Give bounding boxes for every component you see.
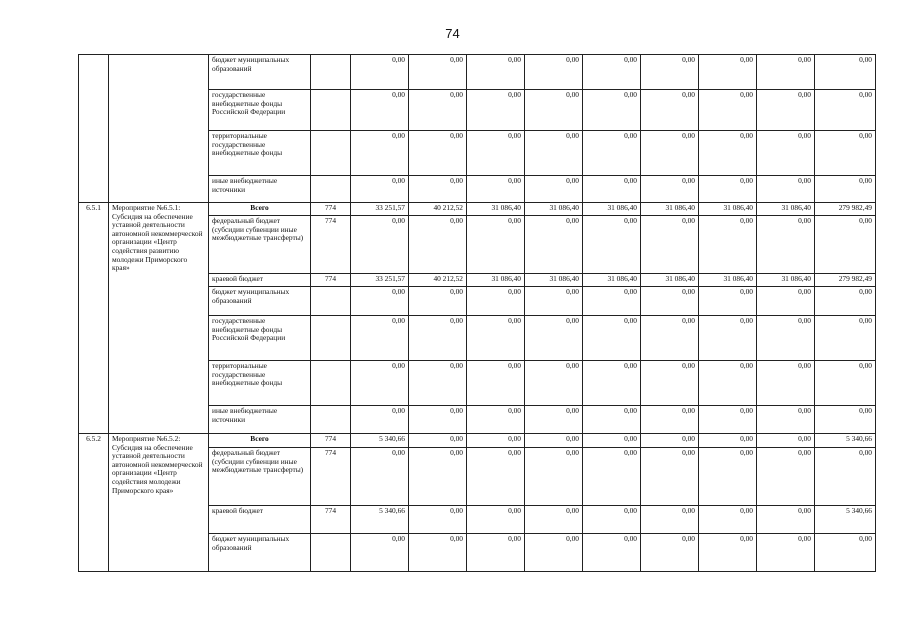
funding-source: территориальные государственные внебюджетные фонды <box>209 131 311 176</box>
amount-cell: 0,00 <box>699 216 757 274</box>
amount-cell: 5 340,66 <box>351 434 409 448</box>
funding-source: государственные внебюджетные фонды Российской Федерации <box>209 316 311 361</box>
amount-cell: 0,00 <box>467 316 525 361</box>
amount-cell: 0,00 <box>409 55 467 90</box>
table-row <box>79 203 876 216</box>
amount-cell: 0,00 <box>525 434 583 448</box>
budget-code <box>311 406 351 434</box>
amount-cell: 0,00 <box>815 448 876 506</box>
amount-cell: 0,00 <box>583 55 641 90</box>
amount-cell: 0,00 <box>699 361 757 406</box>
amount-cell: 0,00 <box>351 316 409 361</box>
amount-cell: 0,00 <box>699 55 757 90</box>
amount-cell: 0,00 <box>467 448 525 506</box>
funding-source: иные внебюджетные источники <box>209 406 311 434</box>
amount-cell: 0,00 <box>583 534 641 572</box>
amount-cell: 0,00 <box>409 506 467 534</box>
amount-cell: 0,00 <box>525 506 583 534</box>
budget-code <box>311 90 351 131</box>
amount-cell: 0,00 <box>699 287 757 316</box>
amount-cell: 0,00 <box>641 506 699 534</box>
amount-cell: 0,00 <box>583 287 641 316</box>
amount-cell: 33 251,57 <box>351 203 409 216</box>
amount-cell: 0,00 <box>815 406 876 434</box>
funding-source: краевой бюджет <box>209 274 311 287</box>
funding-source: бюджет муниципальных образований <box>209 534 311 572</box>
table-row <box>79 434 876 448</box>
amount-cell: 5 340,66 <box>815 434 876 448</box>
amount-cell: 279 982,49 <box>815 203 876 216</box>
amount-cell: 0,00 <box>409 434 467 448</box>
amount-cell: 0,00 <box>351 534 409 572</box>
amount-cell: 0,00 <box>641 316 699 361</box>
amount-cell: 0,00 <box>525 176 583 203</box>
amount-cell: 0,00 <box>699 131 757 176</box>
amount-cell: 0,00 <box>641 55 699 90</box>
funding-source: территориальные государственные внебюджетные фонды <box>209 361 311 406</box>
amount-cell: 0,00 <box>467 176 525 203</box>
amount-cell: 0,00 <box>757 90 815 131</box>
funding-source: Всего <box>209 203 311 216</box>
amount-cell: 0,00 <box>583 406 641 434</box>
amount-cell: 0,00 <box>757 316 815 361</box>
section-name: Мероприятие №6.5.2: Субсидия на обеспечение уставной деятельности автономной некоммерческой организации «Центр содействия молодежи Приморского края» <box>109 434 209 572</box>
amount-cell: 0,00 <box>525 131 583 176</box>
section-id: 6.5.1 <box>79 203 109 434</box>
amount-cell: 0,00 <box>351 216 409 274</box>
amount-cell: 0,00 <box>409 448 467 506</box>
amount-cell: 0,00 <box>757 287 815 316</box>
table-body <box>79 55 876 572</box>
section-id <box>79 55 109 203</box>
budget-code <box>311 176 351 203</box>
amount-cell: 0,00 <box>641 448 699 506</box>
amount-cell: 31 086,40 <box>757 203 815 216</box>
amount-cell: 0,00 <box>583 316 641 361</box>
amount-cell: 0,00 <box>641 361 699 406</box>
amount-cell: 0,00 <box>467 287 525 316</box>
section-id: 6.5.2 <box>79 434 109 572</box>
amount-cell: 0,00 <box>641 534 699 572</box>
budget-code: 774 <box>311 216 351 274</box>
amount-cell: 0,00 <box>583 448 641 506</box>
amount-cell: 0,00 <box>699 316 757 361</box>
amount-cell: 0,00 <box>409 287 467 316</box>
amount-cell: 0,00 <box>409 361 467 406</box>
amount-cell: 0,00 <box>351 176 409 203</box>
amount-cell: 33 251,57 <box>351 274 409 287</box>
budget-code <box>311 534 351 572</box>
amount-cell: 0,00 <box>699 534 757 572</box>
funding-source: бюджет муниципальных образований <box>209 55 311 90</box>
amount-cell: 31 086,40 <box>641 203 699 216</box>
amount-cell: 0,00 <box>699 406 757 434</box>
amount-cell: 31 086,40 <box>757 274 815 287</box>
amount-cell: 40 212,52 <box>409 274 467 287</box>
amount-cell: 0,00 <box>757 434 815 448</box>
amount-cell: 0,00 <box>525 406 583 434</box>
funding-source: федеральный бюджет (субсидии субвенции иные межбюджетные трансферты) <box>209 448 311 506</box>
amount-cell: 0,00 <box>525 216 583 274</box>
amount-cell: 0,00 <box>699 506 757 534</box>
budget-code <box>311 361 351 406</box>
amount-cell: 0,00 <box>815 361 876 406</box>
amount-cell: 31 086,40 <box>641 274 699 287</box>
amount-cell: 0,00 <box>583 506 641 534</box>
amount-cell: 0,00 <box>583 90 641 131</box>
budget-code <box>311 316 351 361</box>
budget-code <box>311 131 351 176</box>
amount-cell: 0,00 <box>351 287 409 316</box>
amount-cell: 40 212,52 <box>409 203 467 216</box>
budget-code: 774 <box>311 203 351 216</box>
amount-cell: 0,00 <box>525 534 583 572</box>
amount-cell: 0,00 <box>757 361 815 406</box>
amount-cell: 0,00 <box>525 361 583 406</box>
table-row <box>79 55 876 90</box>
amount-cell: 0,00 <box>583 216 641 274</box>
amount-cell: 31 086,40 <box>467 274 525 287</box>
funding-source: бюджет муниципальных образований <box>209 287 311 316</box>
amount-cell: 0,00 <box>525 90 583 131</box>
amount-cell: 0,00 <box>467 534 525 572</box>
funding-source: Всего <box>209 434 311 448</box>
page-number: 74 <box>445 26 460 41</box>
amount-cell: 0,00 <box>815 216 876 274</box>
amount-cell: 5 340,66 <box>815 506 876 534</box>
amount-cell: 0,00 <box>351 55 409 90</box>
amount-cell: 0,00 <box>699 176 757 203</box>
amount-cell: 0,00 <box>757 448 815 506</box>
amount-cell: 0,00 <box>757 55 815 90</box>
amount-cell: 0,00 <box>409 534 467 572</box>
budget-code: 774 <box>311 506 351 534</box>
funding-source: иные внебюджетные источники <box>209 176 311 203</box>
section-name <box>109 55 209 203</box>
amount-cell: 0,00 <box>351 361 409 406</box>
amount-cell: 0,00 <box>351 448 409 506</box>
amount-cell: 0,00 <box>641 176 699 203</box>
amount-cell: 0,00 <box>467 131 525 176</box>
amount-cell: 0,00 <box>815 534 876 572</box>
amount-cell: 0,00 <box>467 406 525 434</box>
amount-cell: 0,00 <box>815 55 876 90</box>
amount-cell: 0,00 <box>641 131 699 176</box>
amount-cell: 0,00 <box>699 448 757 506</box>
amount-cell: 0,00 <box>409 406 467 434</box>
budget-code: 774 <box>311 448 351 506</box>
funding-source: краевой бюджет <box>209 506 311 534</box>
amount-cell: 0,00 <box>757 131 815 176</box>
amount-cell: 0,00 <box>467 361 525 406</box>
amount-cell: 0,00 <box>815 90 876 131</box>
amount-cell: 31 086,40 <box>467 203 525 216</box>
amount-cell: 0,00 <box>641 287 699 316</box>
amount-cell: 0,00 <box>467 434 525 448</box>
section-name: Мероприятие №6.5.1: Субсидия на обеспечение уставной деятельности автономной некоммерческой организации «Центр содействия развитию молодежи Приморского края» <box>109 203 209 434</box>
amount-cell: 0,00 <box>525 287 583 316</box>
budget-table <box>78 54 876 572</box>
amount-cell: 31 086,40 <box>699 203 757 216</box>
amount-cell: 31 086,40 <box>525 274 583 287</box>
amount-cell: 0,00 <box>641 434 699 448</box>
amount-cell: 0,00 <box>467 55 525 90</box>
amount-cell: 0,00 <box>757 534 815 572</box>
amount-cell: 0,00 <box>351 90 409 131</box>
amount-cell: 0,00 <box>525 448 583 506</box>
amount-cell: 0,00 <box>699 90 757 131</box>
budget-code <box>311 55 351 90</box>
amount-cell: 0,00 <box>525 316 583 361</box>
amount-cell: 0,00 <box>757 406 815 434</box>
amount-cell: 0,00 <box>583 361 641 406</box>
amount-cell: 0,00 <box>467 506 525 534</box>
funding-source: федеральный бюджет (субсидии субвенции иные межбюджетные трансферты) <box>209 216 311 274</box>
amount-cell: 0,00 <box>467 90 525 131</box>
amount-cell: 0,00 <box>757 216 815 274</box>
funding-source: государственные внебюджетные фонды Российской Федерации <box>209 90 311 131</box>
budget-code: 774 <box>311 434 351 448</box>
amount-cell: 0,00 <box>467 216 525 274</box>
amount-cell: 279 982,49 <box>815 274 876 287</box>
amount-cell: 31 086,40 <box>583 203 641 216</box>
amount-cell: 0,00 <box>351 406 409 434</box>
amount-cell: 31 086,40 <box>699 274 757 287</box>
budget-code <box>311 287 351 316</box>
amount-cell: 0,00 <box>815 316 876 361</box>
amount-cell: 31 086,40 <box>583 274 641 287</box>
amount-cell: 0,00 <box>641 216 699 274</box>
amount-cell: 5 340,66 <box>351 506 409 534</box>
amount-cell: 0,00 <box>409 176 467 203</box>
amount-cell: 0,00 <box>525 55 583 90</box>
budget-code: 774 <box>311 274 351 287</box>
amount-cell: 0,00 <box>409 90 467 131</box>
amount-cell: 0,00 <box>409 216 467 274</box>
amount-cell: 0,00 <box>699 434 757 448</box>
amount-cell: 0,00 <box>815 176 876 203</box>
amount-cell: 0,00 <box>409 131 467 176</box>
amount-cell: 0,00 <box>583 131 641 176</box>
amount-cell: 0,00 <box>583 434 641 448</box>
amount-cell: 0,00 <box>815 287 876 316</box>
amount-cell: 0,00 <box>757 506 815 534</box>
amount-cell: 31 086,40 <box>525 203 583 216</box>
amount-cell: 0,00 <box>409 316 467 361</box>
amount-cell: 0,00 <box>641 90 699 131</box>
amount-cell: 0,00 <box>351 131 409 176</box>
amount-cell: 0,00 <box>583 176 641 203</box>
amount-cell: 0,00 <box>641 406 699 434</box>
amount-cell: 0,00 <box>815 131 876 176</box>
amount-cell: 0,00 <box>757 176 815 203</box>
